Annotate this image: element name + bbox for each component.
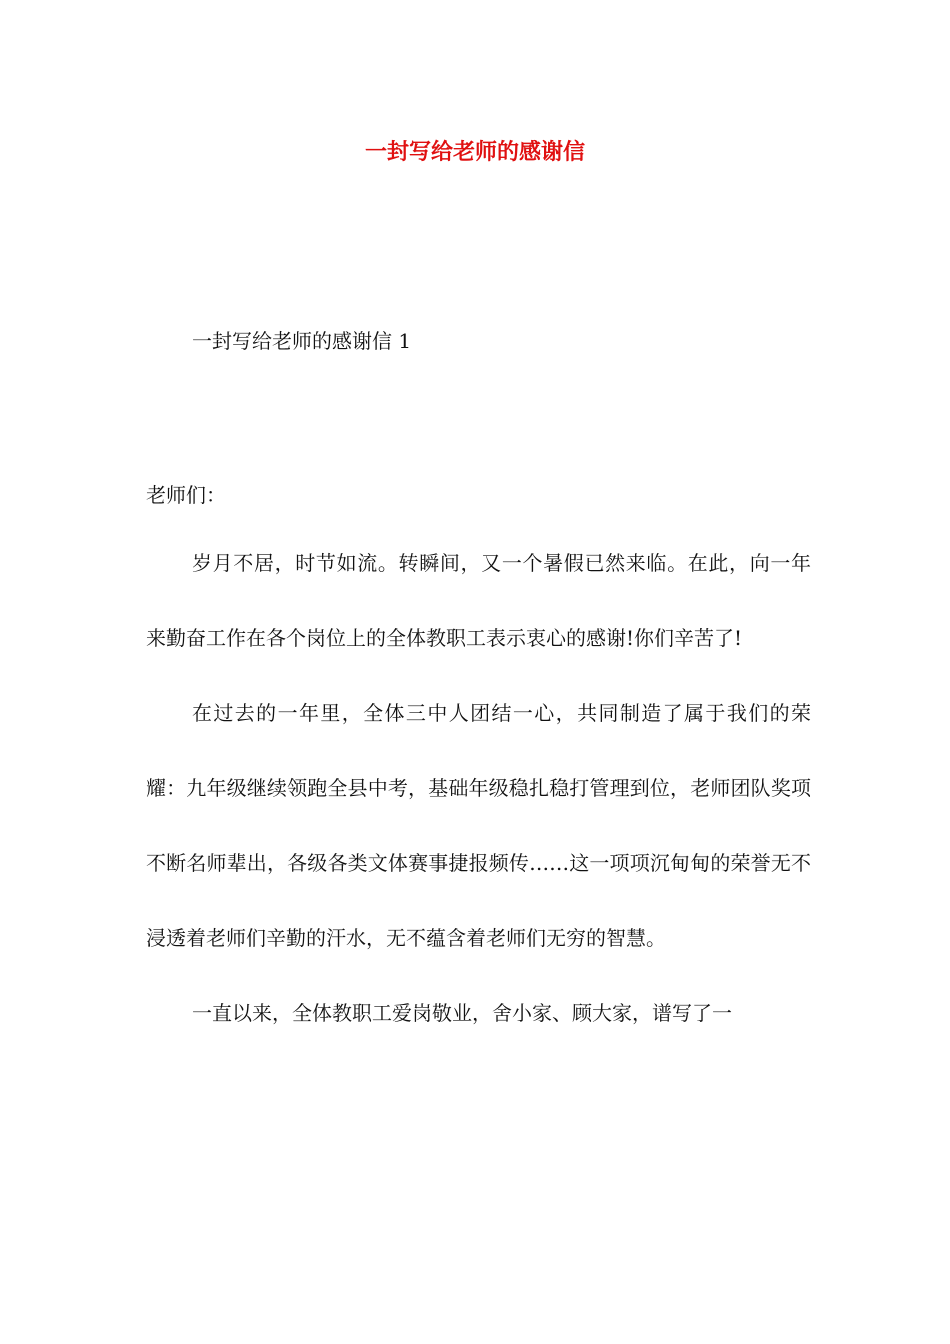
paragraph: 一直以来，全体教职工爱岗敬业，舍小家、顾大家，谱写了一 [192, 1001, 732, 1025]
document-title: 一封写给老师的感谢信 [364, 139, 585, 165]
paragraph: 岁月不居，时节如流。转瞬间，又一个暑假已然来临。在此，向一年来勤奋工作在各个岗位上的全体教职工表示衷心的感谢!你们辛苦了! [146, 551, 811, 650]
letter-body [146, 526, 811, 1051]
letter-subheading: 一封写给老师的感谢信 1 [192, 329, 412, 353]
salutation: 老师们： [146, 483, 226, 507]
paragraph: 在过去的一年里，全体三中人团结一心，共同制造了属于我们的荣耀：九年级继续领跑全县中考，基础年级稳扎稳打管理到位，老师团队奖项不断名师辈出，各级各类文体赛事捷报频传……这一项项沉甸甸的荣誉无不浸透着老师们辛勤的汗水，无不蕴含着老师们无穷的智慧。 [146, 701, 811, 950]
